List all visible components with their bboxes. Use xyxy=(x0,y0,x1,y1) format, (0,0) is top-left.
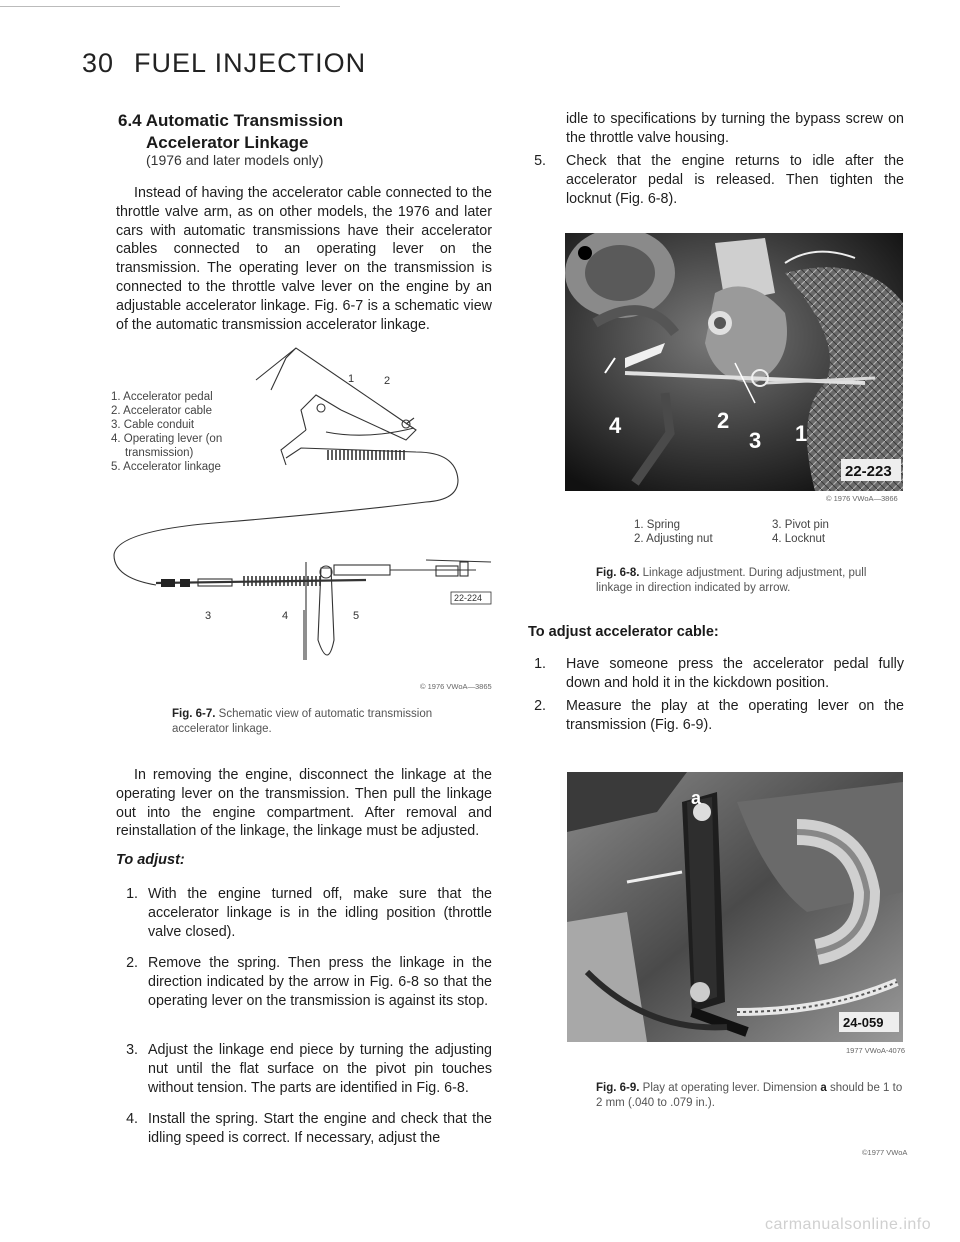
callout-2: 2 xyxy=(384,375,391,387)
intro-paragraph: Instead of having the accelerator cable connected to the throttle valve arm, as on other models, the 1976 and later cars with automatic transmissions have their accelerator cables connected to an operating lever on the transmission. The operating lever on the transmission is connected to the throttle valve lever on the engine by an adjustable accelerator linkage. Fig. 6-7 is a schematic view of the automatic transmission accelerator linkage. xyxy=(116,185,492,333)
legend-item: 2. Accelerator cable xyxy=(111,405,213,417)
step-text-part1: Install the spring. Start the engine and check that the idling speed is correct. If necessary, adjust the xyxy=(148,1111,492,1146)
operating-lever-photo-illustration xyxy=(567,772,903,1042)
caption-text: Play at operating lever. Dimension a should be 1 to 2 mm (.040 to .079 in.). xyxy=(596,1082,903,1109)
step-text: With the engine turned off, make sure that the accelerator linkage is in the idling position (throttle valve closed). xyxy=(148,886,492,940)
legend-item: 1. Accelerator pedal xyxy=(111,391,213,403)
fig68-caption xyxy=(596,566,906,596)
figure-6-7 xyxy=(106,340,506,690)
running-header xyxy=(82,48,366,79)
section-note: (1976 and later models only) xyxy=(146,152,324,168)
step-text: Remove the spring. Then press the linkage in the direction indicated by the arrow in Fig. 6-8 so that the operating lever on the transmission is against its stop. xyxy=(148,955,492,1009)
caption-label: Fig. 6-9. xyxy=(596,1082,640,1094)
photo-label-4: 4 xyxy=(609,413,622,438)
section-title-line2: Accelerator Linkage xyxy=(146,133,309,152)
watermark: carmanualsonline.info xyxy=(765,1216,932,1233)
legend-item: 2. Adjusting nut xyxy=(634,533,713,545)
fig68-credit: © 1976 VWoA—3866 xyxy=(826,494,898,503)
fig69-caption xyxy=(596,1081,906,1111)
photo-label-3: 3 xyxy=(749,428,762,453)
section-title-line1: 6.4 Automatic Transmission xyxy=(118,111,344,130)
removal-paragraph: In removing the engine, disconnect the linkage at the operating lever on the transmission. Then pull the linkage out into the engine compartment. After removal and reinstallation of the linkage, the linkage must be adjusted. xyxy=(116,767,492,840)
figure-6-8-photo xyxy=(565,233,903,491)
part-number-22-223: 22-223 xyxy=(845,463,892,480)
caption-label: Fig. 6-8. xyxy=(596,567,640,579)
photo-label-a: a xyxy=(691,788,702,808)
legend-item: 5. Accelerator linkage xyxy=(111,461,221,473)
step-text: Check that the engine returns to idle after the accelerator pedal is released. Then tighten the locknut (Fig. 6-8). xyxy=(566,153,904,207)
to-adjust-heading: To adjust: xyxy=(116,852,185,868)
caption-text: Schematic view of automatic transmission accelerator linkage. xyxy=(172,708,433,735)
legend-item: 3. Pivot pin xyxy=(772,519,829,531)
caption-label: Fig. 6-7. xyxy=(172,708,216,720)
adjust-cable-heading: To adjust accelerator cable: xyxy=(528,624,719,640)
callout-3: 3 xyxy=(205,610,212,622)
page-number: 30 xyxy=(82,48,115,78)
legend-item: 1. Spring xyxy=(634,519,681,531)
legend-item: 3. Cable conduit xyxy=(111,419,195,431)
caption-text: Linkage adjustment. During adjustment, pull linkage in direction indicated by arrow. xyxy=(596,567,867,594)
footer-stamp: ©1977 VWoA xyxy=(862,1148,908,1157)
photo-label-2: 2 xyxy=(717,408,730,433)
fig67-legend xyxy=(111,390,271,474)
legend-item: 4. Locknut xyxy=(772,533,826,545)
dimension-a: a xyxy=(820,1082,827,1094)
legend-item: 4. Operating lever (on xyxy=(111,433,223,445)
fig67-credit: © 1976 VWoA—3865 xyxy=(420,682,492,691)
fig68-legend-right xyxy=(772,518,829,546)
photo-label-1: 1 xyxy=(795,421,808,446)
step-text: Have someone press the accelerator pedal fully down and hold it in the kickdown position. xyxy=(566,656,904,691)
part-number-22-224: 22-224 xyxy=(454,593,483,603)
fig68-legend-left xyxy=(634,518,713,546)
chapter-title: FUEL INJECTION xyxy=(134,48,367,78)
callout-1: 1 xyxy=(348,373,355,385)
step-text: Measure the play at the operating lever on the transmission (Fig. 6-9). xyxy=(566,698,904,733)
legend-item: transmission) xyxy=(125,447,194,459)
part-number-24-059: 24-059 xyxy=(843,1015,884,1030)
callout-5: 5 xyxy=(353,610,360,622)
scan-edge-line xyxy=(0,6,340,7)
fig67-caption xyxy=(172,707,492,737)
fig69-credit: 1977 VWoA-4076 xyxy=(846,1046,906,1055)
step-text: Adjust the linkage end piece by turning the adjusting nut until the flat surface on the pivot pin touches without tension. The parts are identified in Fig. 6-8. xyxy=(148,1042,492,1096)
callout-4: 4 xyxy=(282,610,289,622)
step-4-continued: idle to specifications by turning the bypass screw on the throttle valve housing. xyxy=(566,111,904,146)
section-title xyxy=(118,110,343,154)
linkage-photo-illustration xyxy=(565,233,903,491)
figure-6-9-photo xyxy=(567,772,903,1042)
